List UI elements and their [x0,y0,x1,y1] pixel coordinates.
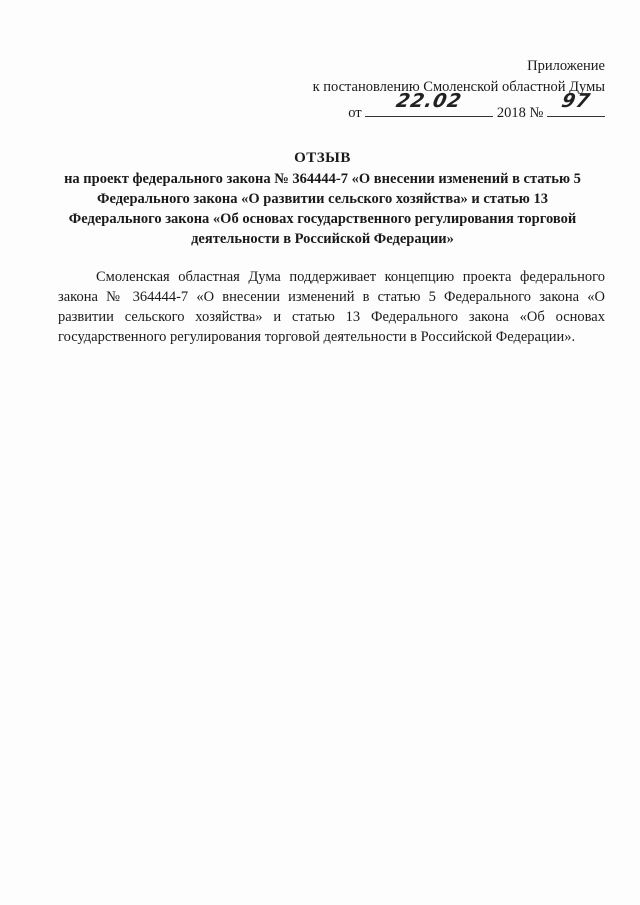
document-title-block [40,148,605,249]
resolution-date-line [185,90,605,124]
number-fill-field [547,90,605,117]
date-fill-field [365,90,493,117]
title-line-1: на проект федерального закона № 364444-7 «О внесении изменений в статью 5 [64,171,581,187]
title-line-4: деятельности в Российской Федерации» [191,231,454,247]
date-prefix: от [348,105,362,121]
appendix-label: Приложение [527,58,605,74]
title-line-3: Федерального закона «Об основах государственного регулирования торговой [68,211,577,227]
handwritten-number: 97 [559,90,593,112]
body-paragraph: Смоленская областная Дума поддерживает концепцию проекта федерального закона № 364444-7 «О внесении изменений в статью 5 Федерального закона «О развитии сельского хозяйства» и статью 13 Федерального закона «Об основах государственного регулирования торговой деятельности в Российской Федерации». [58,268,605,345]
document-title: ОТЗЫВ [294,150,351,166]
year-number-label: 2018 № [496,105,544,121]
appendix-header [185,56,605,124]
handwritten-date: 22.02 [394,90,465,112]
resolution-reference: к постановлению Смоленской областной Думы [312,79,605,95]
title-line-2: Федерального закона «О развитии сельского хозяйства» и статью 13 [97,191,548,207]
